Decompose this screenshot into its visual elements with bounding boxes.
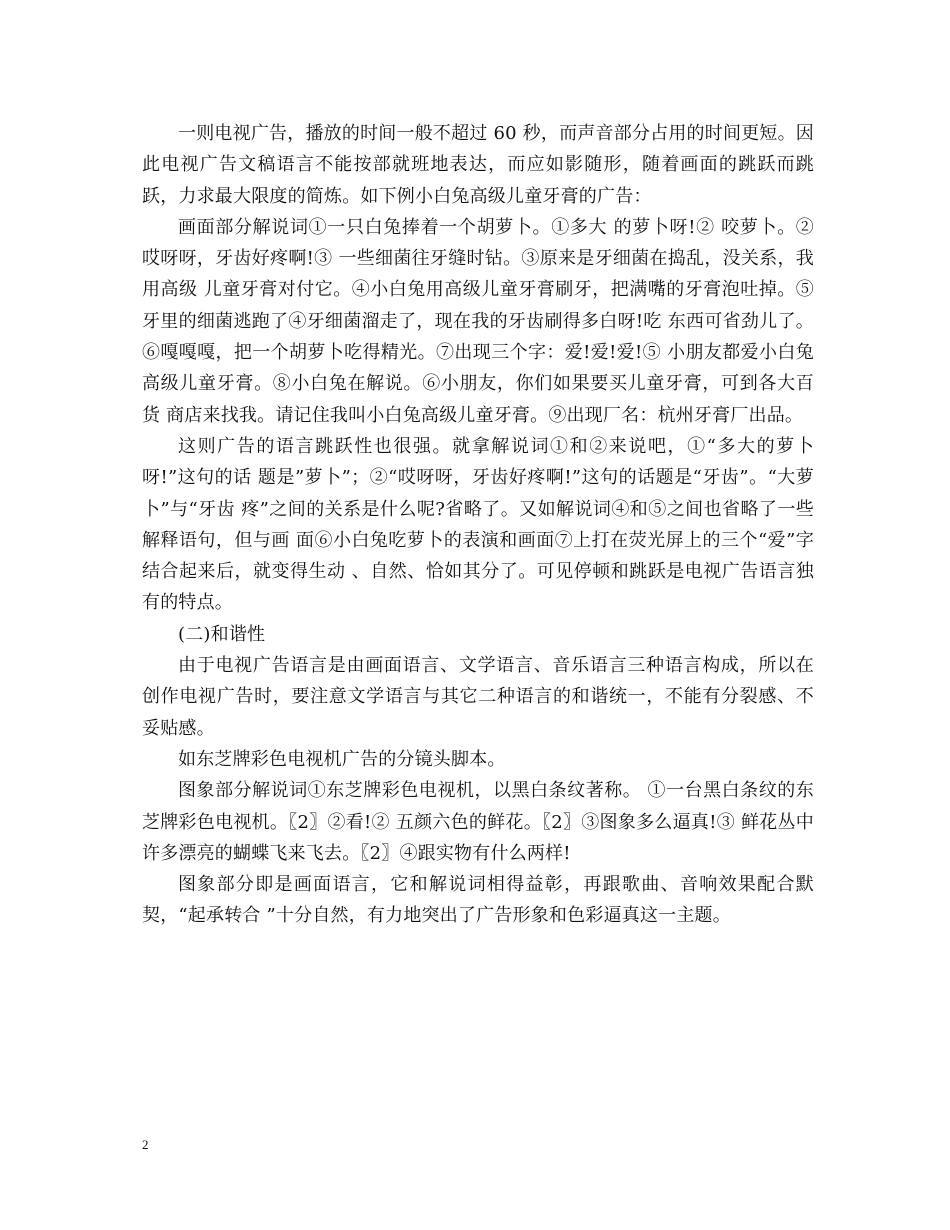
paragraph-analysis: 这则广告的语言跳跃性也很强。就拿解说词①和②来说吧，①“多大的萝卜呀!”这句的话 题是”萝卜”；②“哎呀呀，牙齿好疼啊!”这句的话题是“牙齿”。“大萝卜”与“牙齿 疼”之间的关系是什么呢?省略了。又如解说词④和⑤之间也省略了一些解释语句，但与画 面⑥小白兔吃萝卜的表演和画面⑦上打在荧光屏上的三个“爱”字结合起来后，就变得生动 、自然、恰如其分了。可见停顿和跳跃是电视广告语言独有的特点。 bbox=[142, 435, 814, 614]
section-heading: (二)和谐性 bbox=[178, 623, 266, 645]
page-number: 2 bbox=[142, 1137, 149, 1152]
paragraph-intro: 一则电视广告，播放的时间一般不超过 60 秒，而声音部分占用的时间更短。因此电视广告文稿语言不能按部就班地表达，而应如影随形，随着画面的跳跃而跳跃，力求最大限度的简炼。如下例小白兔高级儿童牙膏的广告： bbox=[142, 123, 814, 207]
paragraph-harmony: 由于电视广告语言是由画面语言、文学语言、音乐语言三种语言构成，所以在创作电视广告时，要注意文学语言与其它二种语言的和谐统一，不能有分裂感、不妥贴感。 bbox=[142, 655, 814, 739]
body-text bbox=[142, 118, 814, 932]
paragraph-script-toshiba: 图象部分解说词①东芝牌彩色电视机，以黑白条纹著称。 ①一台黑白条纹的东芝牌彩色电视机。〖2〗②看!② 五颜六色的鲜花。〖2〗③图象多么逼真!③ 鲜花丛中许多漂亮的蝴蝶飞来飞去。〖2〗④跟实物有什么两样! bbox=[142, 780, 814, 864]
paragraph-example-intro: 如东芝牌彩色电视机广告的分镜头脚本。 bbox=[178, 748, 506, 770]
paragraph-script-rabbit: 画面部分解说词①一只白兔捧着一个胡萝卜。①多大 的萝卜呀!② 咬萝卜。②哎呀呀，牙齿好疼啊!③ 一些细菌往牙缝时钻。③原来是牙细菌在捣乱，没关系，我用高级 儿童牙膏对付它。④小白兔用高级儿童牙膏刷牙，把满嘴的牙膏泡吐掉。⑤牙里的细菌逃跑了④牙细菌溜走了，现在我的牙齿刷得多白呀!吃 东西可省劲儿了。⑥嘎嘎嘎，把一个胡萝卜吃得精光。⑦出现三个字：爱!爱!爱!⑤ 小朋友都爱小白兔高级儿童牙膏。⑧小白兔在解说。⑥小朋友，你们如果要买儿童牙膏，可到各大百货 商店来找我。请记住我叫小白兔高级儿童牙膏。⑨出现厂名：杭州牙膏厂出品。 bbox=[142, 216, 814, 426]
paragraph-conclusion: 图象部分即是画面语言，它和解说词相得益彰，再跟歌曲、音响效果配合默契，“起承转合 ”十分自然，有力地突出了广告形象和色彩逼真这一主题。 bbox=[142, 874, 814, 927]
